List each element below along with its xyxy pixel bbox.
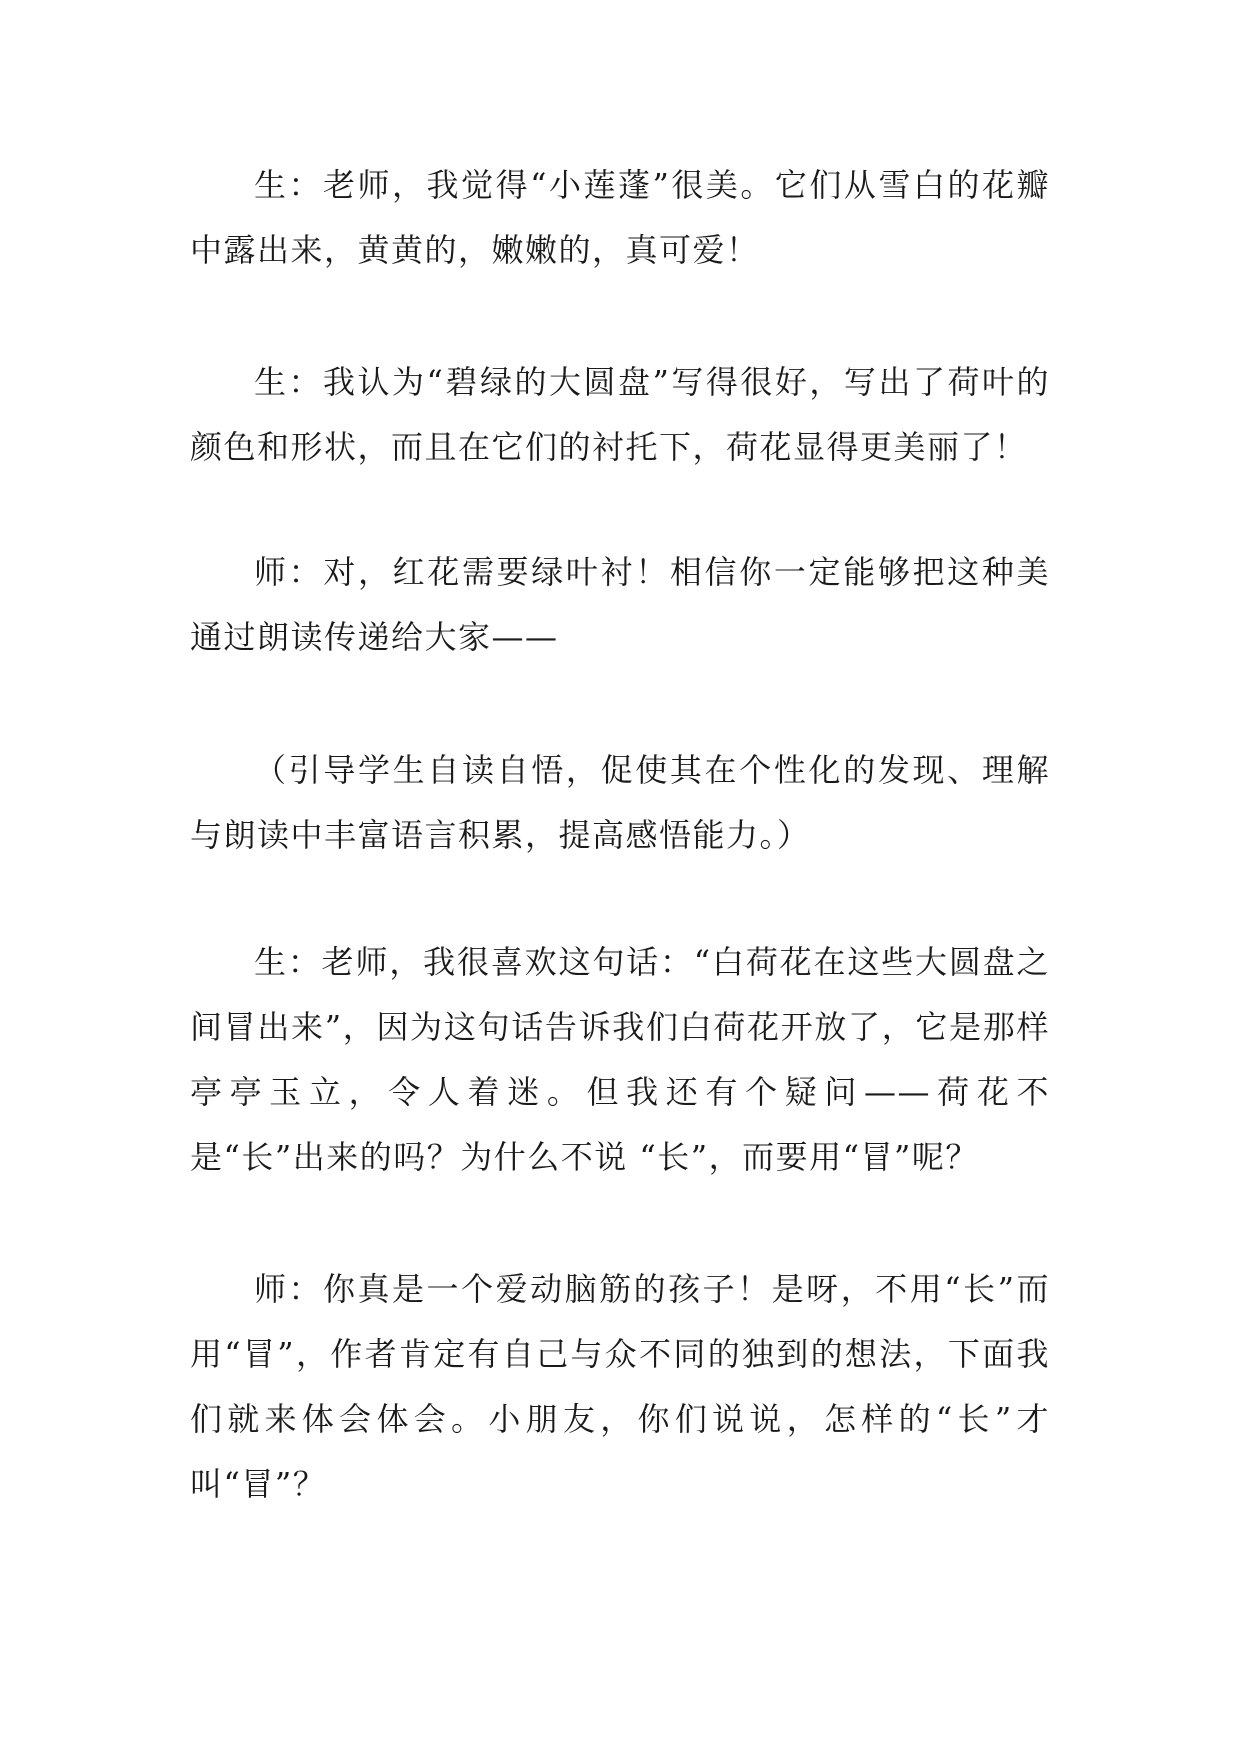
paragraph-guidance-note: （引导学生自读自悟，促使其在个性化的发现、理解与朗读中丰富语言积累，提高感悟能力。） — [190, 751, 1050, 854]
paragraph-teacher-response: 师：你真是一个爱动脑筋的孩子！是呀，不用“长”而用“冒”，作者肯定有自己与众不同的独到的想法，下面我们就来体会体会。小朋友，你们说说，怎样的“长”才叫“冒”？ — [190, 1270, 1050, 1503]
paragraph-student-green-plate: 生：我认为“碧绿的大圆盘”写得很好，写出了荷叶的颜色和形状，而且在它们的衬托下，荷花显得更美丽了！ — [190, 363, 1050, 466]
paragraph-student-lotus-seedpod: 生：老师，我觉得“小莲蓬”很美。它们从雪白的花瓣中露出来，黄黄的，嫩嫩的，真可爱！ — [190, 166, 1050, 269]
paragraph-teacher-reading: 师：对，红花需要绿叶衬！相信你一定能够把这种美通过朗读传递给大家—— — [190, 553, 1050, 656]
paragraph-student-question: 生：老师，我很喜欢这句话：“白荷花在这些大圆盘之间冒出来”，因为这句话告诉我们白荷花开放了，它是那样亭亭玉立，令人着迷。但我还有个疑问——荷花不是“长”出来的吗？为什么不说 “长”，而要用“冒”呢？ — [190, 943, 1050, 1176]
